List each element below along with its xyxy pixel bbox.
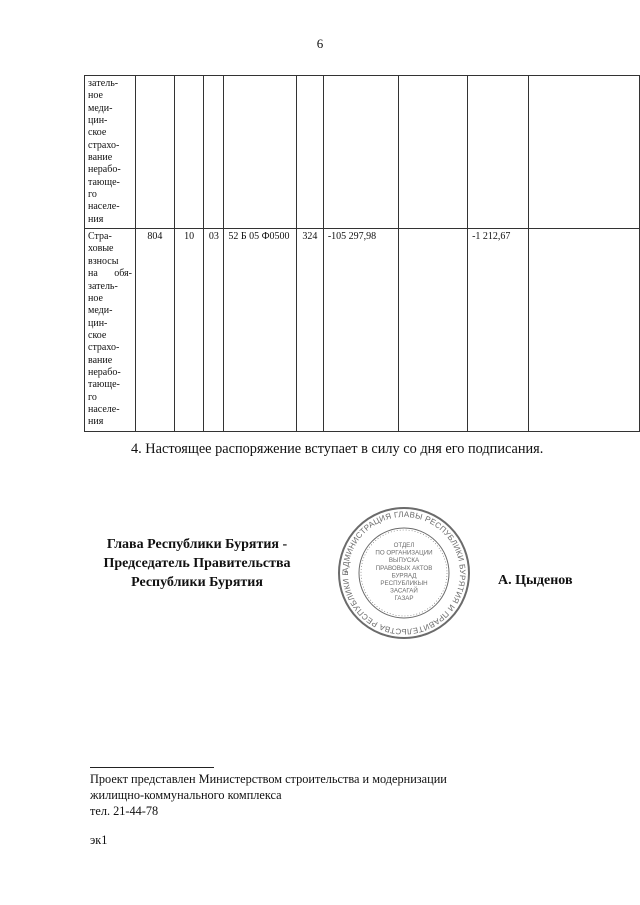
item-name-line	[88, 243, 132, 255]
ved-cell: 804	[135, 229, 174, 432]
item-name-word: страхо-	[88, 342, 120, 354]
item-name-line	[88, 201, 132, 213]
item-name-line	[88, 214, 132, 226]
item-name-line	[88, 416, 132, 428]
footnote-line: тел. 21-44-78	[90, 804, 159, 818]
item-name-word: ное	[88, 292, 103, 304]
seal-ring-text: АДМИНИСТРАЦИЯ ГЛАВЫ РЕСПУБЛИКИ БУРЯТИЯ И ПРАВИТЕЛЬСТВА РЕСПУБЛИКИ Б	[340, 509, 468, 637]
item-name-word: ния	[88, 213, 104, 225]
item-name-line	[88, 367, 132, 379]
item-name-word: вание	[88, 152, 113, 164]
item-name-word: меди-	[88, 102, 113, 114]
signer-name: А. Цыденов	[498, 573, 573, 588]
amount-cell: -105 297,98	[323, 229, 398, 432]
signer-title	[92, 535, 302, 592]
table-row	[85, 229, 640, 432]
item-name-line	[88, 177, 132, 189]
footnote-line: Проект представлен Министерством строительства и модернизации	[90, 772, 447, 786]
item-name-word: го	[88, 189, 97, 201]
item-name-word: Стра-	[88, 231, 112, 243]
item-name-line	[88, 256, 132, 268]
amount-cell	[398, 229, 467, 432]
item-name-line	[88, 404, 132, 416]
expense-type-cell	[296, 76, 323, 229]
subsection-cell	[204, 76, 224, 229]
item-name-word: ское	[88, 329, 107, 341]
item-name-line	[88, 305, 132, 317]
item-name-word: нерабо-	[88, 366, 121, 378]
official-seal	[336, 505, 472, 641]
item-name-word: го	[88, 391, 97, 403]
item-name-word: ховые	[88, 243, 114, 255]
table-row	[85, 76, 640, 229]
item-name-line	[88, 90, 132, 102]
item-name-word: ния	[88, 416, 104, 428]
signer-title-line: Председатель Правительства	[103, 556, 291, 571]
amount-cell	[468, 76, 529, 229]
amount-cell	[398, 76, 467, 229]
target-article-cell: 52 Б 05 Ф0500	[224, 229, 296, 432]
amount-cell	[529, 229, 640, 432]
footnote-divider	[90, 767, 214, 768]
item-name-line	[88, 152, 132, 164]
item-name-word: на	[88, 268, 98, 280]
item-name-word: обя-	[114, 268, 132, 280]
amount-cell	[323, 76, 398, 229]
seal-center-line: БУРЯАД	[391, 572, 417, 580]
expense-type-cell: 324	[296, 229, 323, 432]
amount-cell: -1 212,67	[468, 229, 529, 432]
item-name-word: меди-	[88, 305, 113, 317]
item-name-line	[88, 127, 132, 139]
item-name-line	[88, 318, 132, 330]
seal-center-line: РЕСПУБЛИКЫН	[380, 580, 428, 587]
budget-table	[84, 75, 640, 432]
signer-title-line: Республики Бурятия	[131, 575, 263, 590]
item-name-line	[88, 115, 132, 127]
signer-title-line: Глава Республики Бурятия -	[106, 537, 288, 552]
item-name-line	[88, 189, 132, 201]
footnote	[90, 771, 447, 819]
footnote-line: жилищно-коммунального комплекса	[90, 788, 282, 802]
item-name-line	[88, 103, 132, 115]
item-name-word: ское	[88, 127, 107, 139]
item-name-line	[88, 293, 132, 305]
item-name-word: затель-	[88, 280, 118, 292]
item-name-word: тающе-	[88, 379, 120, 391]
item-name-word: вание	[88, 354, 113, 366]
item-name-line	[88, 355, 132, 367]
ved-cell	[135, 76, 174, 229]
item-name-line	[88, 379, 132, 391]
seal-center-line: ЗАСАГАЙ	[390, 587, 418, 595]
item-name-word: тающе-	[88, 176, 120, 188]
seal-center-line: ПО ОРГАНИЗАЦИИ	[375, 549, 433, 557]
item-name-line	[88, 268, 132, 280]
item-name-line	[88, 78, 132, 90]
item-name-word: страхо-	[88, 139, 120, 151]
amount-cell	[529, 76, 640, 229]
document-code: эк1	[90, 833, 108, 847]
item-name-word: зaтель-	[88, 78, 119, 89]
section-cell	[174, 76, 203, 229]
item-name-word: нерабо-	[88, 164, 121, 176]
item-name-line	[88, 342, 132, 354]
seal-center-line: ОТДЕЛ	[393, 542, 415, 549]
item-name-word: населе-	[88, 201, 120, 213]
item-name-line	[88, 392, 132, 404]
subsection-cell: 03	[204, 229, 224, 432]
item-name-word: населе-	[88, 403, 120, 415]
item-name-word: цин-	[88, 115, 108, 127]
section-cell: 10	[174, 229, 203, 432]
item-name-word: взносы	[88, 255, 119, 267]
seal-center-line: ПРАВОВЫХ АКТОВ	[375, 564, 433, 572]
page-number: 6	[316, 36, 324, 51]
item-name-line	[88, 330, 132, 342]
clause-4: 4. Настоящее распоряжение вступает в силу со дня его подписания.	[131, 441, 544, 457]
seal-center-line: ГАЗАР	[394, 595, 414, 603]
item-name-cell	[85, 76, 136, 229]
seal-center-line: ВЫПУСКА	[388, 557, 420, 565]
item-name-line	[88, 281, 132, 293]
item-name-line	[88, 231, 132, 243]
item-name-word: ное	[88, 90, 103, 102]
item-name-line	[88, 164, 132, 176]
target-article-cell	[224, 76, 296, 229]
item-name-word: цин-	[88, 317, 108, 329]
item-name-cell	[85, 229, 136, 432]
item-name-line	[88, 140, 132, 152]
